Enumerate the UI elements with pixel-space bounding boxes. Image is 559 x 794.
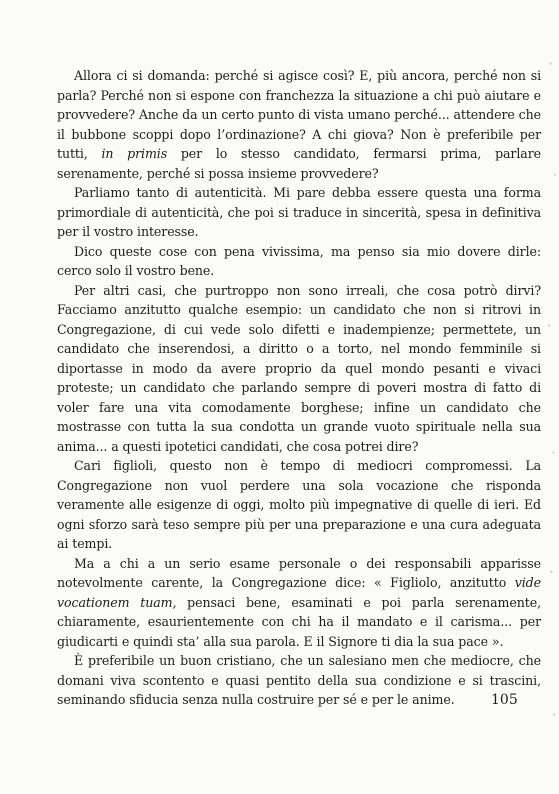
paragraph-1: [57, 66, 541, 183]
paragraph-5-text: Cari figlioli, questo non è tempo di mediocri compromessi. La Congregazione non vuol perdere una sola vocazione che risponda veramente alle esigenze di oggi, molto più impegnative di quelle di ieri. Ed ogni sforzo sarà teso sempre più per una preparazione e una cura adeguata ai tempi.: [57, 458, 541, 551]
paragraph-1-text-a: Allora ci si domanda: perché si agisce così? E, più ancora, perché non si parla? Perché non si espone con franchezza la situazione a chi può aiutare e provvedere? Anche da un certo punto di vista umano perché... attendere che il bubbone scoppi dopo l’ordinazione? A chi giova? Non è preferibile per tutti,: [57, 68, 541, 161]
paragraph-7-text: È preferibile un buon cristiano, che un salesiano men che mediocre, che domani viva scontento e quasi pentito della sua condizione e si trascini, seminando sfiducia senza nulla costruire per sé e per le anime.: [57, 653, 541, 707]
paragraph-1-text-b: per lo stesso candidato, fermarsi prima, parlare serenamente, perché si possa insieme provvedere?: [57, 146, 541, 181]
paragraph-4-text: Per altri casi, che purtroppo non sono irreali, che cosa potrò dirvi? Facciamo anzitutto qualche esempio: un candidato che non si ritrovi in Congregazione, di cui vede solo difetti e inadempienze; permettete, un candidato che inserendosi, a diritto o a torto, nel mondo femminile si diportasse in modo da avere proprio da quel mondo pesanti e vivaci proteste; un candidato che parlando sempre di poveri mostra di fatto di voler fare una vita comodamente borghese; infine un candidato che mostrasse con tutta la sua condotta un grande vuoto spirituale nella sua anima... a questi ipotetici candidati, che cosa potrei dire?: [57, 282, 541, 454]
paragraph-6-text-b: pensaci bene, esaminati e poi parla serenamente, chiaramente, esaurientemente con chi ha il mandato e il carisma... per giudicarti e quindi sta’ alla sua parola. E il Signore ti dia la sua pace ».: [57, 594, 541, 649]
latin-phrase-in-primis: in primis: [101, 146, 168, 161]
paragraph-6: [57, 554, 541, 652]
latin-phrase-vide-vocationem: vide vocationem tuam,: [57, 575, 541, 610]
scan-edge-speckle: [545, 0, 559, 794]
paragraph-2-text: Parliamo tanto di autenticità. Mi pare debba essere questa una forma primordiale di autenticità, che poi si traduce in sincerità, spesa in definitiva per il vostro interesse.: [57, 185, 541, 239]
paragraph-7: [57, 651, 541, 710]
paragraph-3-text: Dico queste cose con pena vivissima, ma penso sia mio dovere dirle: cerco solo il vostro bene.: [57, 243, 541, 278]
paragraph-4: [57, 281, 541, 457]
paragraph-2: [57, 183, 541, 242]
page-number: 105: [491, 692, 518, 708]
paragraph-3: [57, 242, 541, 281]
body-text: [57, 66, 541, 710]
paragraph-6-text-a: Ma a chi a un serio esame personale o dei responsabili apparisse notevolmente carente, la Congregazione dice: « Figliolo, anzitutto: [57, 555, 541, 590]
paragraph-5: [57, 456, 541, 554]
